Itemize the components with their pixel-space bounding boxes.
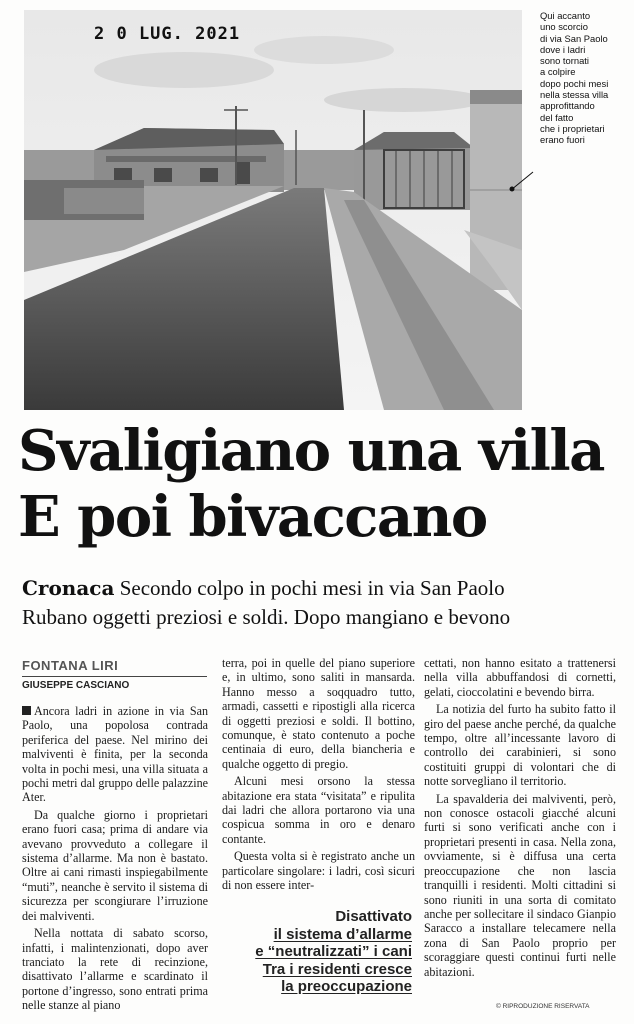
street-photo-drawing [24, 10, 522, 410]
paragraph: Questa volta si è registrato anche un particolare singolare: i ladri, così sicuri di non essere inter- [222, 849, 415, 893]
caption-line: uno scorcio [540, 21, 588, 33]
paragraph: Alcuni mesi orsono la stessa abitazione era stata “visitata” e ripulita dai ladri che allora portarono via una cospicua somma in oro e denaro contante. [222, 774, 415, 846]
pull-quote [240, 908, 412, 996]
paragraph: Nella nottata di sabato scorso, infatti, i malintenzionati, dopo aver tranciato la rete di recinzione, disattivato l’allarme e scardinato il portone d’ingresso, sono entrati prima nelle stanze al piano [22, 926, 208, 1013]
pull-quote-line: e “neutralizzati” i cani [255, 943, 412, 960]
dateline: FONTANA LIRI [22, 658, 119, 673]
subheadline-line-1-text: Secondo colpo in pochi mesi in via San Paolo [114, 576, 505, 600]
copyright-notice: © RIPRODUZIONE RISERVATA [496, 1003, 590, 1010]
photo-caption [540, 10, 634, 146]
caption-line: di via San Paolo [540, 32, 608, 44]
caption-pointer-icon [509, 168, 537, 192]
pull-quote-line: il sistema d’allarme [273, 925, 412, 943]
paragraph: cettati, non hanno esitato a trattenersi nella villa abbuffandosi di cornetti, gelati, cioccolatini e bevendo birra. [424, 656, 616, 699]
caption-line: Qui accanto [540, 10, 591, 21]
headline-line-1: Svaligiano una villa [18, 418, 604, 484]
section-kicker: Cronaca [22, 576, 115, 600]
date-stamp: 2 0 LUG. 2021 [94, 24, 241, 44]
divider [22, 676, 207, 677]
caption-line: dopo pochi mesi [540, 77, 609, 89]
paragraph-marker-icon [22, 706, 31, 715]
headline [18, 418, 618, 550]
paragraph: terra, poi in quelle del piano superiore e, in ultimo, sono saliti in mansarda. Hanno messo a soqquadro tutto, armadi, cassetti e ripostigli alla ricerca di oggetti preziosi e soldi. Il bottino, comunque, è stato contenuto a poche centinaia di euro, della biancheria e qualche oggetto di pregio. [222, 656, 415, 771]
caption-line: a colpire [540, 66, 576, 78]
caption-line: approfittando [540, 100, 595, 112]
paragraph: La spavalderia dei malviventi, però, non conosce ostacoli giacché alcuni furti si sono verificati anche con i proprietari presenti in casa. Nella zona, ovviamente, si è diffusa una certa preoccupazione che non lascia tranquilli i residenti. Molti cittadini si sono riuniti in una sorta di comitato anche per sollecitare il sindaco Gianpio Saracco a installare telecamere nella zona di San Paolo proprio per scoraggiare questi continui furti nelle abitazioni. [424, 791, 616, 979]
subheadline [22, 574, 622, 632]
pull-quote-line: Disattivato [335, 908, 412, 925]
caption-line: erano fuori [540, 134, 585, 146]
caption-line: dove i ladri [540, 43, 586, 55]
caption-line: sono tornati [540, 55, 589, 67]
paragraph-text: Ancora ladri in azione in via San Paolo, una popolosa contrada periferica del paese. Nel mirino dei malviventi è finita, per la seconda volta in pochi mesi, una villa situata a pochi metri dal gruppo delle palazzine Ater. [22, 704, 208, 805]
article-column-3 [424, 656, 616, 979]
paragraph [22, 704, 208, 805]
pull-quote-line: Tra i residenti cresce [262, 960, 412, 978]
article-column-1 [22, 704, 208, 1013]
subheadline-line-1 [22, 574, 622, 603]
byline: GIUSEPPE CASCIANO [22, 680, 130, 691]
headline-line-2: E poi bivaccano [18, 484, 487, 550]
pull-quote-line: la preoccupazione [281, 978, 412, 995]
caption-line: del fatto [540, 111, 574, 123]
caption-line: che i proprietari [540, 122, 605, 134]
paragraph: Da qualche giorno i proprietari erano fuori casa; prima di andare via avevano provveduto a collegare il sistema d’allarme. Ma non è bastato. Oltre ai cani rimasti inspiegabilmente “muti”, neanche è servito il sistema di sicurezza per scongiurare l’irruzione dei malviventi. [22, 807, 208, 923]
street-photo [24, 10, 522, 410]
caption-line: nella stessa villa [540, 89, 609, 101]
paragraph: La notizia del furto ha subito fatto il giro del paese anche perché, da qualche tempo, oltre all’incessante lavoro di controllo dei carabinieri, si sono costituiti gruppi di volontari che di notte sorvegliano il territorio. [424, 702, 616, 789]
article-column-2 [222, 656, 415, 893]
subheadline-line-2: Rubano oggetti preziosi e soldi. Dopo mangiano e bevono [22, 605, 511, 629]
